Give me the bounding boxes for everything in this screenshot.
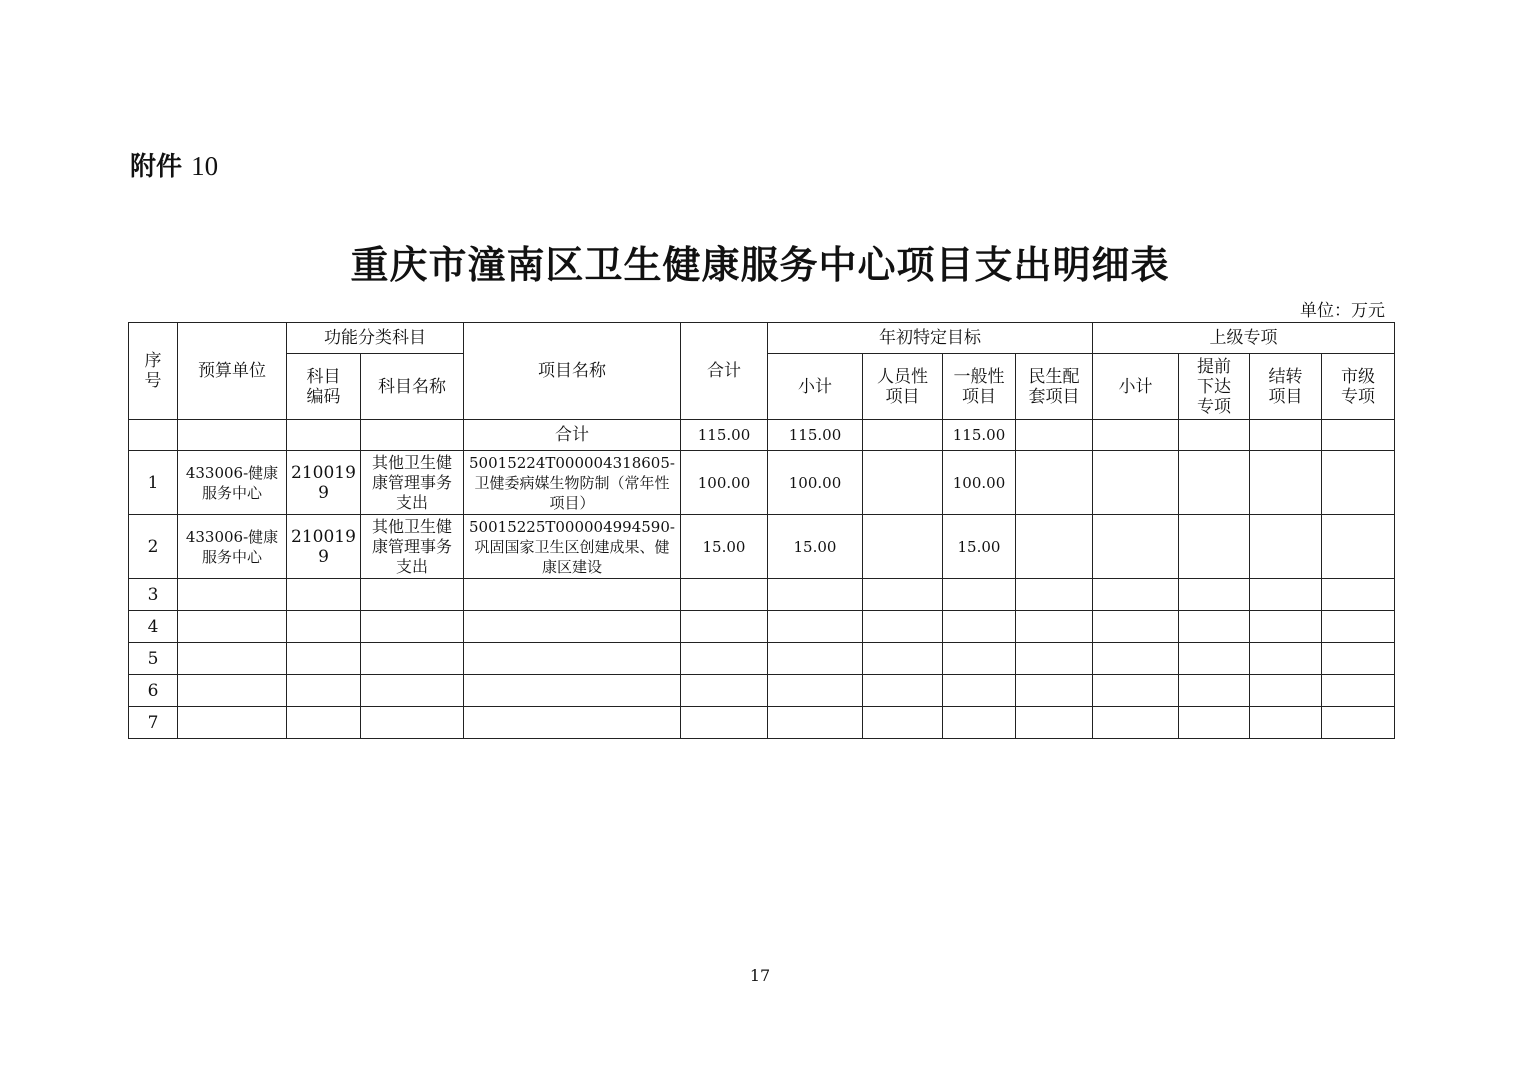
row-annual-sub: 100.00 [768,451,863,515]
table-row [129,579,1395,611]
row-code: 2100199 [287,451,361,515]
table-row [129,611,1395,643]
row-subject: 其他卫生健康管理事务支出 [361,515,464,579]
row-seq: 3 [129,579,178,611]
page-number: 17 [749,966,771,985]
total-row-total: 115.00 [681,420,768,451]
header-superior: 上级专项 [1093,323,1395,354]
row-project: 50015224T000004318605-卫健委病媒生物防制（常年性项目） [464,451,681,515]
row-seq: 4 [129,611,178,643]
header-project-name: 项目名称 [464,323,681,420]
row-seq: 7 [129,707,178,739]
header-livelihood: 民生配套项目 [1016,354,1093,420]
header-general: 一般性项目 [943,354,1016,420]
row-seq: 5 [129,643,178,675]
header-annual-target: 年初特定目标 [768,323,1093,354]
table-row [129,707,1395,739]
header-carryover: 结转项目 [1250,354,1322,420]
header-advance: 提前下达专项 [1179,354,1250,420]
table-row [129,515,1395,579]
header-subject-name: 科目名称 [361,354,464,420]
attachment-label [130,146,218,183]
header-seq: 序号 [129,323,178,420]
unit-label: 单位：万元 [1300,301,1385,321]
row-code: 2100199 [287,515,361,579]
attachment-text: 附件 [130,152,183,182]
row-seq: 6 [129,675,178,707]
table-row [129,451,1395,515]
row-general: 15.00 [943,515,1016,579]
table-row [129,675,1395,707]
header-total: 合计 [681,323,768,420]
row-seq: 2 [129,515,178,579]
row-subject: 其他卫生健康管理事务支出 [361,451,464,515]
row-unit: 433006-健康服务中心 [178,451,287,515]
row-general: 100.00 [943,451,1016,515]
row-seq: 1 [129,451,178,515]
total-row [129,420,1395,451]
header-annual-sub: 小计 [768,354,863,420]
page-title: 重庆市潼南区卫生健康服务中心项目支出明细表 [350,242,1170,287]
row-total: 100.00 [681,451,768,515]
row-annual-sub: 15.00 [768,515,863,579]
total-row-annual-sub: 115.00 [768,420,863,451]
attachment-number: 10 [191,151,219,181]
header-personnel: 人员性项目 [863,354,943,420]
table-row [129,643,1395,675]
header-func-category: 功能分类科目 [287,323,464,354]
header-unit: 预算单位 [178,323,287,420]
header-subject-code: 科目编码 [287,354,361,420]
expenditure-table [128,322,1395,739]
header-municipal: 市级专项 [1322,354,1395,420]
row-total: 15.00 [681,515,768,579]
total-row-label: 合计 [464,420,681,451]
header-superior-sub: 小计 [1093,354,1179,420]
row-unit: 433006-健康服务中心 [178,515,287,579]
total-row-general: 115.00 [943,420,1016,451]
row-project: 50015225T000004994590-巩固国家卫生区创建成果、健康区建设 [464,515,681,579]
